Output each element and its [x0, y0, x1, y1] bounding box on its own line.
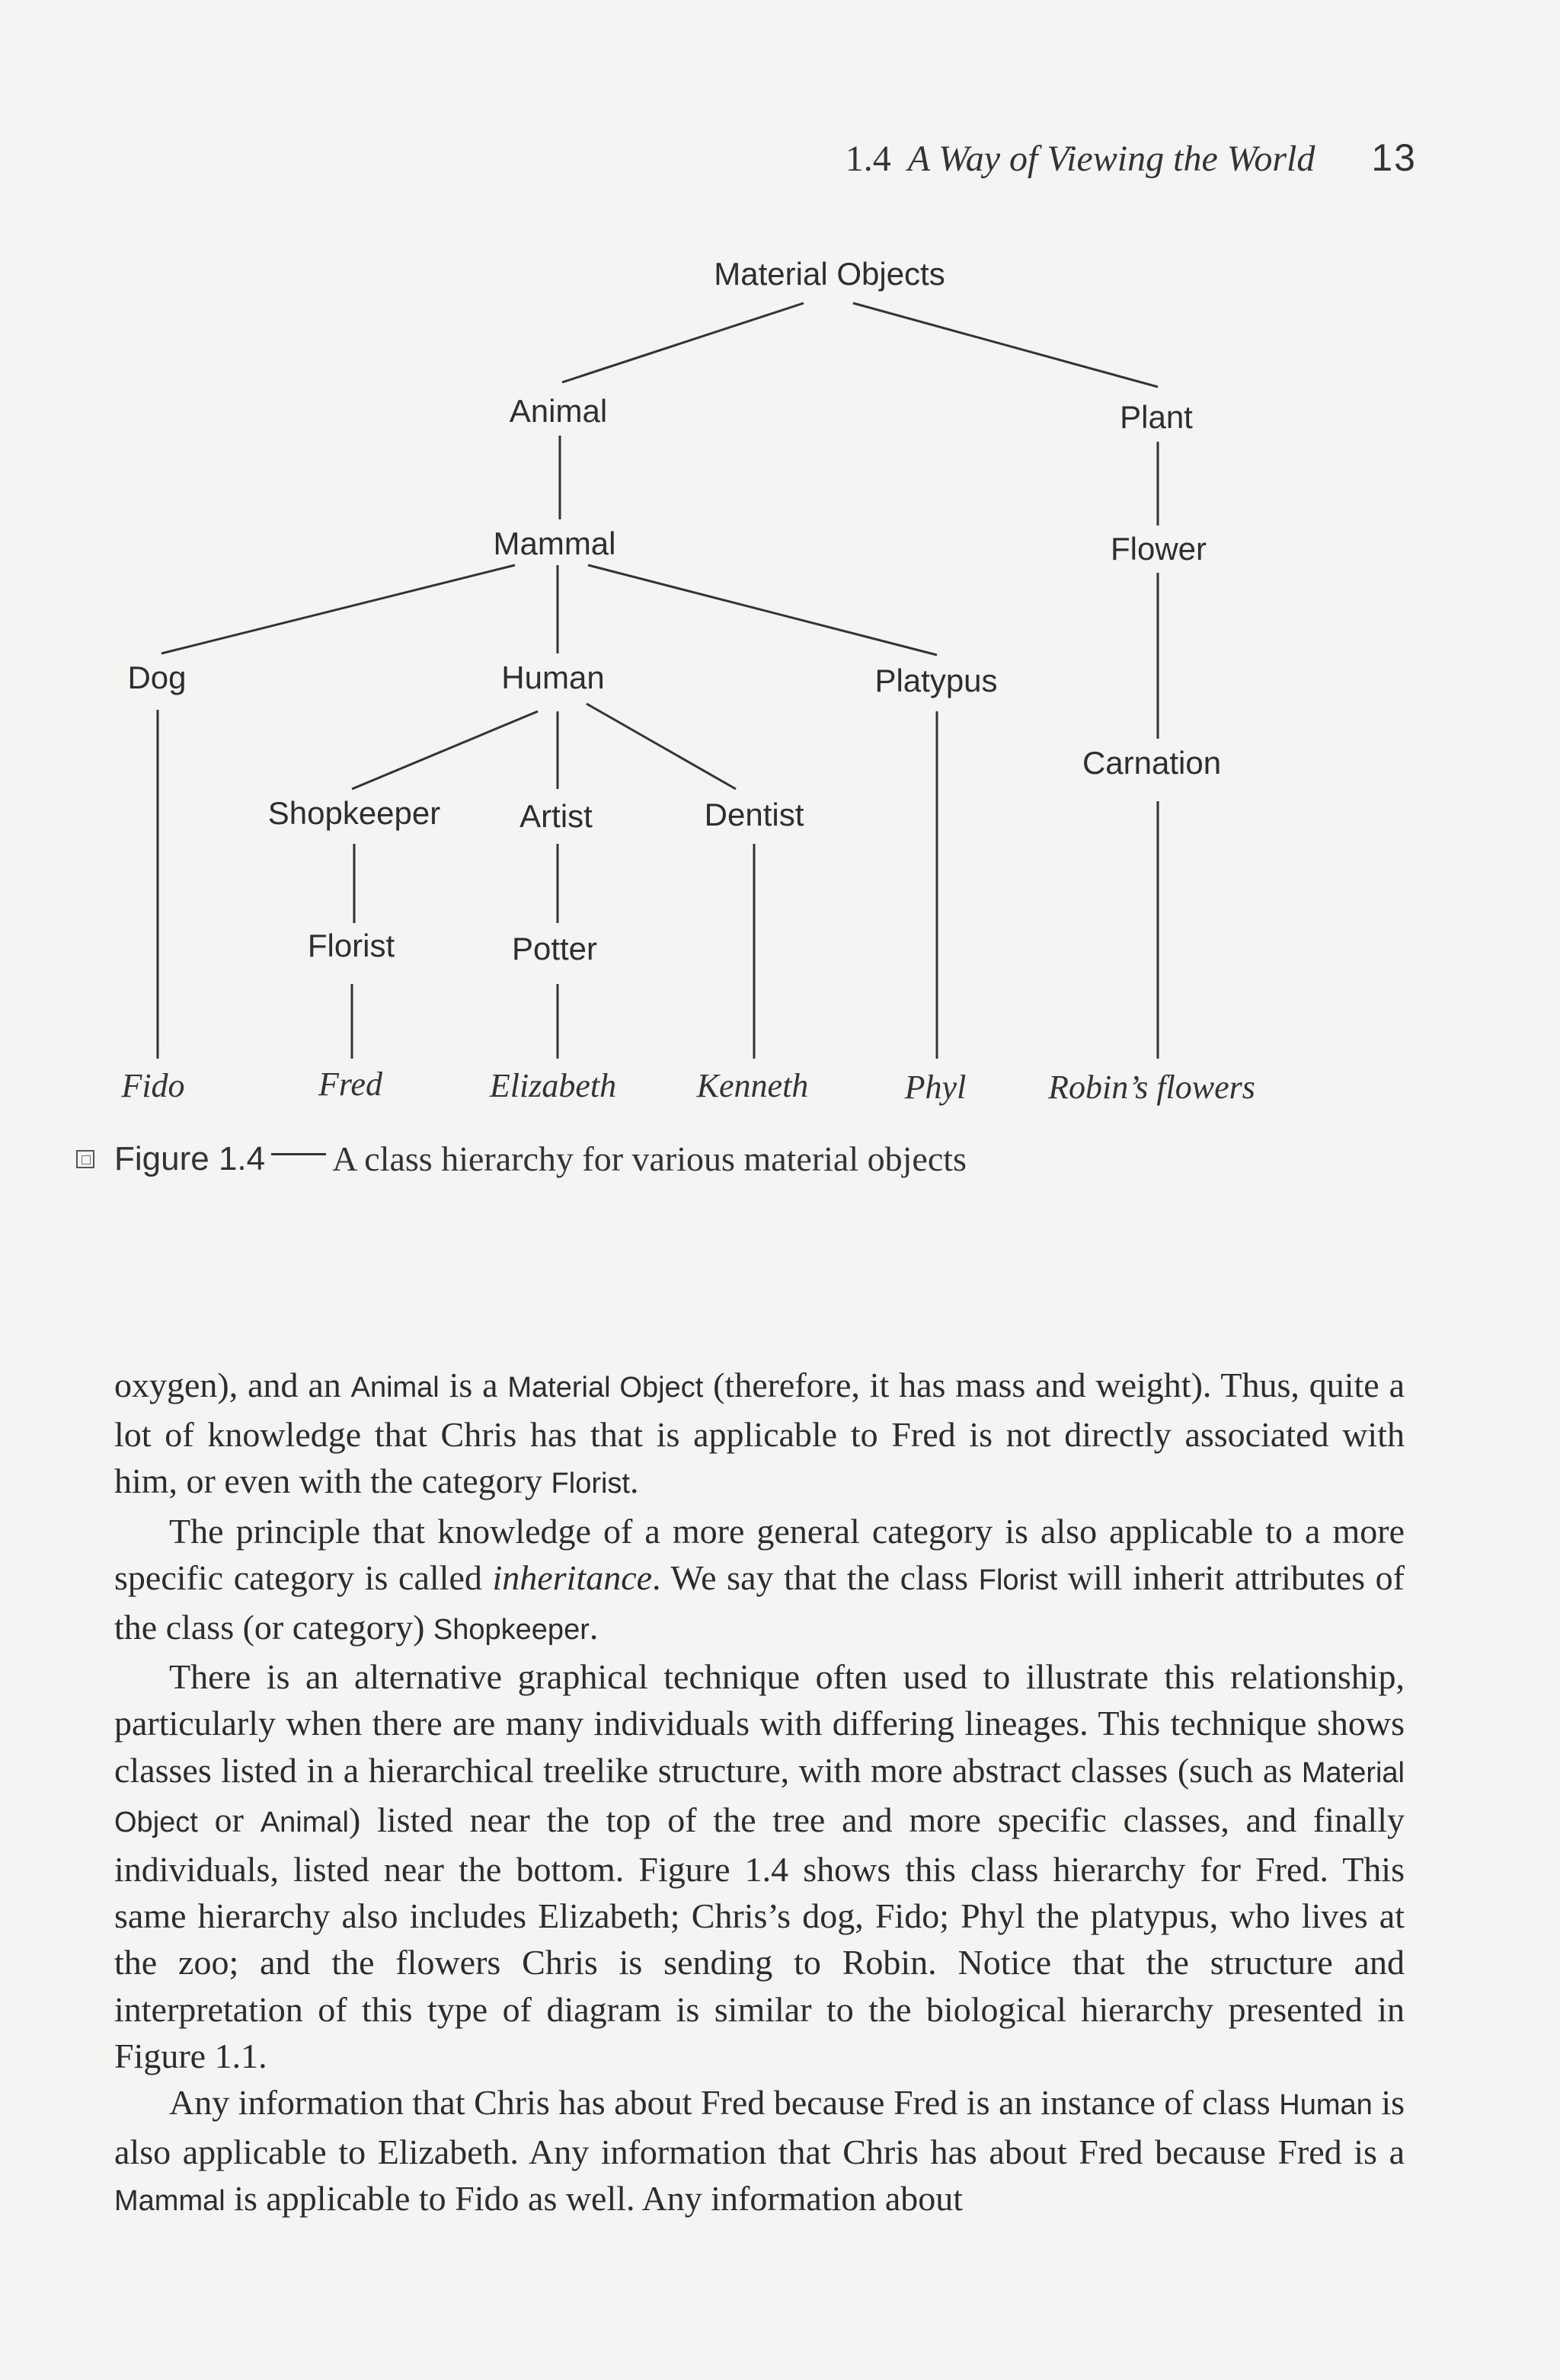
- section-title: A Way of Viewing the World: [907, 139, 1315, 179]
- text-run: or: [197, 1800, 261, 1839]
- caption-dash: [271, 1153, 326, 1155]
- text-run: will inherit attributes of the class (or category): [114, 1557, 1405, 1647]
- text-run: The principle that knowledge of a more general category is also applicable to a more specific category is called: [114, 1511, 1405, 1597]
- node-dentist: Dentist: [704, 797, 804, 832]
- edge-material-animal: [562, 303, 804, 382]
- body-text: [114, 1362, 1405, 2225]
- paragraph-4: [114, 2079, 1405, 2225]
- node-artist: Artist: [519, 798, 593, 834]
- paragraph-3: [114, 1653, 1405, 2079]
- text-run: (therefore, it has mass and weight). Thus, quite a lot of knowledge that Chris has that is applicable to Fred is not directly associated with him, or even with the category: [114, 1366, 1405, 1501]
- node-plant: Plant: [1120, 399, 1193, 435]
- edge-mammal-dog: [161, 565, 515, 653]
- node-human: Human: [501, 660, 605, 695]
- leaf-kenneth: Kenneth: [696, 1067, 809, 1104]
- text-run: .: [589, 1608, 599, 1647]
- class-name: Mammal: [114, 2185, 225, 2218]
- figure-label: Figure 1.4: [114, 1139, 266, 1177]
- figure-caption: [76, 1139, 967, 1179]
- node-dog: Dog: [127, 660, 187, 695]
- class-name: Animal: [350, 1372, 440, 1404]
- text-run: Any information that Chris has about Fred because Fred is an instance of class: [169, 2083, 1280, 2123]
- node-mammal: Mammal: [493, 526, 616, 561]
- edge-material-plant: [853, 303, 1158, 387]
- caption-box-icon: [76, 1150, 94, 1168]
- node-shopkeeper: Shopkeeper: [267, 795, 441, 831]
- text-run: is also applicable to Elizabeth. Any information that Chris has about Fred because Fred is a: [114, 2083, 1405, 2172]
- text-run: is applicable to Fido as well. Any information about: [225, 2179, 964, 2219]
- paragraph-2: [114, 1508, 1405, 1654]
- caption-text: A class hierarchy for various material objects: [332, 1139, 967, 1178]
- class-name: Animal: [260, 1806, 349, 1839]
- node-material-objects: Material Objects: [714, 256, 945, 292]
- class-name: Material Object: [114, 1756, 1405, 1839]
- node-carnation: Carnation: [1082, 745, 1222, 781]
- node-platypus: Platypus: [874, 663, 998, 698]
- leaf-robins-flowers: Robin’s flowers: [1048, 1069, 1255, 1106]
- text-run: .: [630, 1462, 639, 1501]
- leaf-fido: Fido: [121, 1067, 185, 1104]
- class-name: Florist: [551, 1468, 630, 1500]
- class-name: Shopkeeper: [433, 1614, 590, 1647]
- class-name: Material Object: [507, 1372, 704, 1404]
- edge-mammal-platypus: [588, 565, 937, 655]
- emphasis-inheritance: inheritance: [492, 1557, 653, 1597]
- class-name: Human: [1279, 2089, 1373, 2122]
- section-number: 1.4: [845, 139, 891, 179]
- text-run: oxygen), and an: [114, 1366, 351, 1404]
- text-run: ) listed near the top of the tree and more specific classes, and finally individuals, listed near the bottom. Figure 1.4 shows this class hierarchy for Fred. This same hierarchy also includes Elizabeth; Chris’s dog, Fido; Phyl the platypus, who lives at the zoo; and the flowers Chris is sending to Robin. Notice that the structure and interpretation of this type of diagram is similar to the biological hierarchy presented in Figure 1.1.: [114, 1800, 1405, 2075]
- node-potter: Potter: [511, 931, 598, 966]
- text-run: There is an alternative graphical technique often used to illustrate this relationship, particularly when there are many individuals with differing lineages. This technique shows classes listed in a hierarchical treelike structure, with more abstract classes (such as: [114, 1657, 1405, 1790]
- leaf-fred: Fred: [318, 1065, 382, 1103]
- node-flower: Flower: [1110, 531, 1207, 567]
- leaf-elizabeth: Elizabeth: [489, 1067, 617, 1104]
- class-hierarchy-diagram: [0, 0, 1560, 1142]
- leaf-phyl: Phyl: [904, 1069, 967, 1106]
- paragraph-1: [114, 1362, 1405, 1508]
- edge-human-shopkeeper: [352, 711, 538, 789]
- text-run: . We say that the class: [652, 1557, 979, 1597]
- edge-human-dentist: [587, 704, 736, 789]
- class-name: Florist: [978, 1564, 1058, 1596]
- page-number: 13: [1371, 136, 1417, 179]
- text-run: is a: [439, 1366, 508, 1404]
- node-florist: Florist: [307, 928, 395, 963]
- node-animal: Animal: [509, 393, 608, 429]
